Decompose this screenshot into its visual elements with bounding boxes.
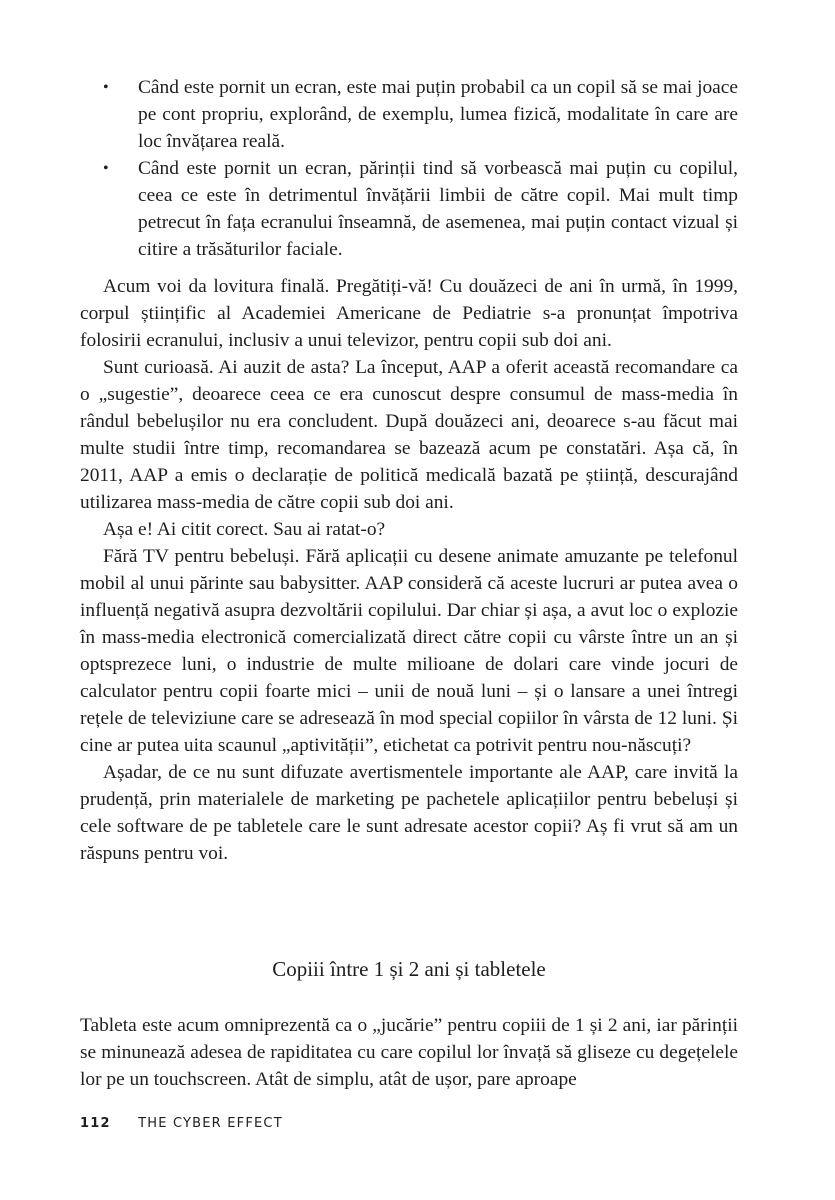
- bullet-icon: •: [103, 160, 109, 177]
- paragraph: Sunt curioasă. Ai auzit de asta? La început, AAP a oferit această recomandare ca o „sugestie”, deoarece ceea ce era cunoscut despre consumul de mass-media în rândul bebelușilor nu era concludent. După douăzeci ani, deoarece s-au făcut mai multe studii între timp, recomandarea se bazează acum pe constatări. Așa că, în 2011, AAP a emis o declarație de politică medicală bazată pe știință, descurajând utilizarea mass-media de către copii sub doi ani.: [80, 357, 738, 513]
- page-number: 112: [80, 1116, 111, 1131]
- bullet-item: [98, 74, 738, 155]
- page-footer: [80, 1116, 283, 1131]
- bullet-text: Când este pornit un ecran, părinții tind să vorbească mai puțin cu copilul, ceea ce este în detrimentul învățării limbii de către copil. Mai mult timp petrecut în fața ecranului înseamnă, de asemenea, mai puțin contact vizual și citire a trăsăturilor faciale.: [138, 158, 738, 260]
- section-heading: Copiii între 1 și 2 ani și tabletele: [272, 957, 546, 981]
- bullet-icon: •: [103, 79, 109, 96]
- bullet-list: [98, 74, 738, 263]
- bullet-text: Când este pornit un ecran, este mai puțin probabil ca un copil să se mai joace pe cont propriu, explorând, de exemplu, lumea fizică, modalitate în care are loc învățarea reală.: [138, 77, 738, 152]
- section-body: [80, 1012, 738, 1093]
- paragraph: Acum voi da lovitura finală. Pregătiți-vă! Cu douăzeci de ani în urmă, în 1999, corpul științific al Academiei Americane de Pediatrie s-a pronunțat împotriva folosirii ecranului, inclusiv a unui televizor, pentru copii sub doi ani.: [80, 276, 738, 351]
- bullet-item: [98, 155, 738, 263]
- paragraph: Așadar, de ce nu sunt difuzate avertismentele importante ale AAP, care invită la prudență, prin materialele de marketing pe pachetele aplicațiilor pentru bebeluși și cele software de pe tabletele care le sunt adresate acestor copii? Aș fi vrut să am un răspuns pentru voi.: [80, 762, 738, 864]
- paragraph: Tableta este acum omniprezentă ca o „jucărie” pentru copiii de 1 și 2 ani, iar părinții se minunează adesea de rapiditatea cu care copilul lor învață să gliseze cu degețelele lor pe un touchscreen. Atât de simplu, atât de ușor, pare aproape: [80, 1015, 738, 1090]
- paragraph: Fără TV pentru bebeluși. Fără aplicații cu desene animate amuzante pe telefonul mobil al unui părinte sau babysitter. AAP consideră că aceste lucruri ar putea avea o influență negativă asupra dezvoltării copilului. Dar chiar și așa, a avut loc o explozie în mass-media electronică comercializată direct către copii cu vârste între un an și optsprezece luni, o industrie de multe milioane de dolari care vinde jocuri de calculator pentru copii foarte mici – unii de nouă luni – și o lansare a unei întregi rețele de televiziune care se adresează în mod special copiilor în vârsta de 12 luni. Și cine ar putea uita scaunul „aptivității”, etichetat ca potrivit pentru nou-născuți?: [80, 546, 738, 756]
- body-text: [80, 273, 738, 867]
- running-title: THE CYBER EFFECT: [138, 1116, 283, 1131]
- paragraph: Așa e! Ai citit corect. Sau ai ratat-o?: [103, 519, 386, 540]
